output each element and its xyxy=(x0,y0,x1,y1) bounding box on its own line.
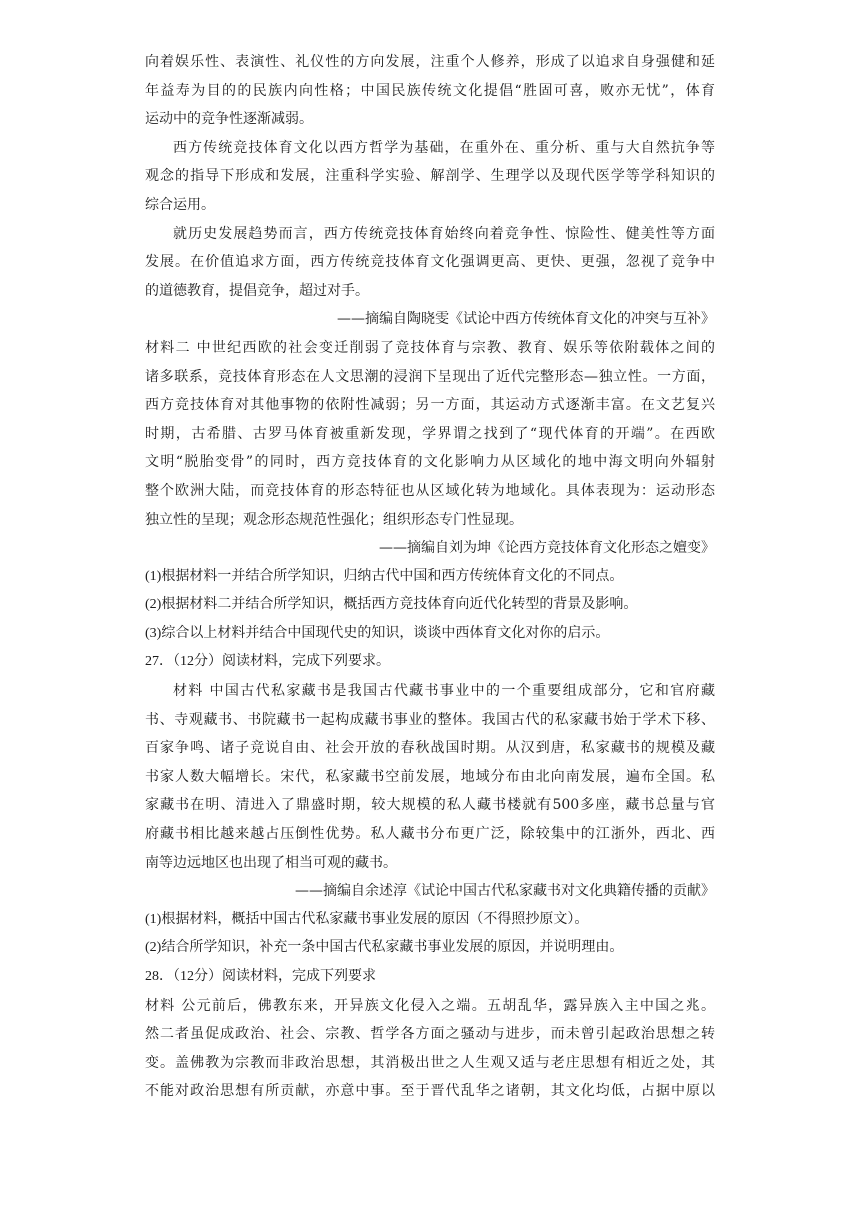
text-line: 不能对政治思想有所贡献，亦意中事。至于晋代乱华之诸朝，其文化均低，占据中原以 xyxy=(145,1083,715,1100)
text-line: 年益寿为目的的民族内向性格；中国民族传统文化提倡“胜固可喜，败亦无忧”，体育 xyxy=(145,82,715,99)
paragraph-start: 西方传统竞技体育文化以西方哲学为基础，在重外在、重分析、重与大自然抗争等 xyxy=(173,139,715,156)
text-line: 时期，古希腊、古罗马体育被重新发现，学界谓之找到了“现代体育的开端”。在西欧 xyxy=(145,425,715,442)
text-line: 的道德教育，提倡竞争，超过对手。 xyxy=(145,282,369,299)
question-item: (1)根据材料一并结合所学知识，归纳古代中国和西方传统体育文化的不同点。 xyxy=(145,568,624,584)
text-line: 文明“脱胎变骨”的同时，西方竞技体育的文化影响力从区域化的地中海文明向外辐射 xyxy=(145,454,715,471)
material-heading-line: 材料二 中世纪西欧的社会变迁削弱了竞技体育与宗教、教育、娱乐等依附载体之间的 xyxy=(145,339,715,356)
text-line: 然二者虽促成政治、社会、宗教、哲学各方面之骚动与进步，而未曾引起政治思想之转 xyxy=(145,1026,715,1043)
source-citation: ——摘编自刘为坤《论西方竞技体育文化形态之嬗变》 xyxy=(379,540,715,557)
text-line: 南等边远地区也出现了相当可观的藏书。 xyxy=(145,854,397,871)
text-line: 综合运用。 xyxy=(145,196,215,213)
source-citation: ——摘编自余述淳《试论中国古代私家藏书对文化典籍传播的贡献》 xyxy=(295,883,715,900)
text-line: 运动中的竞争性逐渐减弱。 xyxy=(145,111,313,128)
question-item: (1)根据材料，概括中国古代私家藏书事业发展的原因（不得照抄原文）。 xyxy=(145,911,589,927)
text-line: 发展。在价值追求方面，西方传统竞技体育文化强调更高、更快、更强，忽视了竞争中 xyxy=(145,254,715,271)
question-item: (2)结合所学知识，补充一条中国古代私家藏书事业发展的原因，并说明理由。 xyxy=(145,940,624,956)
source-citation: ——摘编自陶晓雯《试论中西方传统体育文化的冲突与互补》 xyxy=(337,311,715,328)
text-line: 独立性的呈现；观念形态规范性强化；组织形态专门性显现。 xyxy=(145,511,523,528)
text-line: 观念的指导下形成和发展，注重科学实验、解剖学、生理学以及现代医学等学科知识的 xyxy=(145,168,715,185)
text-line: 书家人数大幅增长。宋代，私家藏书空前发展，地域分布由北向南发展，遍布全国。私 xyxy=(145,768,715,785)
text-line: 变。盖佛教为宗教而非政治思想，其消极出世之人生观又适与老庄思想有相近之处，其 xyxy=(145,1054,715,1071)
question-item: (2)根据材料二并结合所学知识，概括西方竞技体育向近代化转型的背景及影响。 xyxy=(145,597,638,613)
question-heading: 28．（12分）阅读材料，完成下列要求 xyxy=(145,969,376,984)
question-item: (3)综合以上材料并结合中国现代史的知识，谈谈中西体育文化对你的启示。 xyxy=(145,625,610,641)
text-column xyxy=(145,48,715,1106)
text-line: 整个欧洲大陆，而竞技体育的形态特征也从区域化转为地域化。具体表现为：运动形态 xyxy=(145,482,715,499)
material-heading-line: 材料 公元前后，佛教东来，开异族文化侵入之端。五胡乱华，露异族入主中国之兆。 xyxy=(145,997,715,1014)
question-heading: 27．（12分）阅读材料，完成下列要求。 xyxy=(145,654,390,670)
text-line: 百家争鸣、诸子竞说自由、社会开放的春秋战国时期。从汉到唐，私家藏书的规模及藏 xyxy=(145,740,715,757)
text-line: 书、寺观藏书、书院藏书一起构成藏书事业的整体。我国古代的私家藏书始于学术下移、 xyxy=(145,711,715,728)
text-line: 府藏书相比越来越占压倒性优势。私人藏书分布更广泛，除较集中的江浙外，西北、西 xyxy=(145,826,715,843)
text-line: 诸多联系，竞技体育形态在人文思潮的浸润下呈现出了近代完整形态—独立性。一方面， xyxy=(145,368,715,385)
material-heading-line: 材料 中国古代私家藏书是我国古代藏书事业中的一个重要组成部分，它和官府藏 xyxy=(173,683,715,700)
text-line: 西方竞技体育对其他事物的依附性减弱；另一方面，其运动方式逐渐丰富。在文艺复兴 xyxy=(145,397,715,414)
paragraph-start: 就历史发展趋势而言，西方传统竞技体育始终向着竞争性、惊险性、健美性等方面 xyxy=(173,225,715,242)
text-line: 向着娱乐性、表演性、礼仪性的方向发展，注重个人修养，形成了以追求自身强健和延 xyxy=(145,54,715,70)
text-line: 家藏书在明、清进入了鼎盛时期，较大规模的私人藏书楼就有500多座，藏书总量与官 xyxy=(145,797,715,814)
